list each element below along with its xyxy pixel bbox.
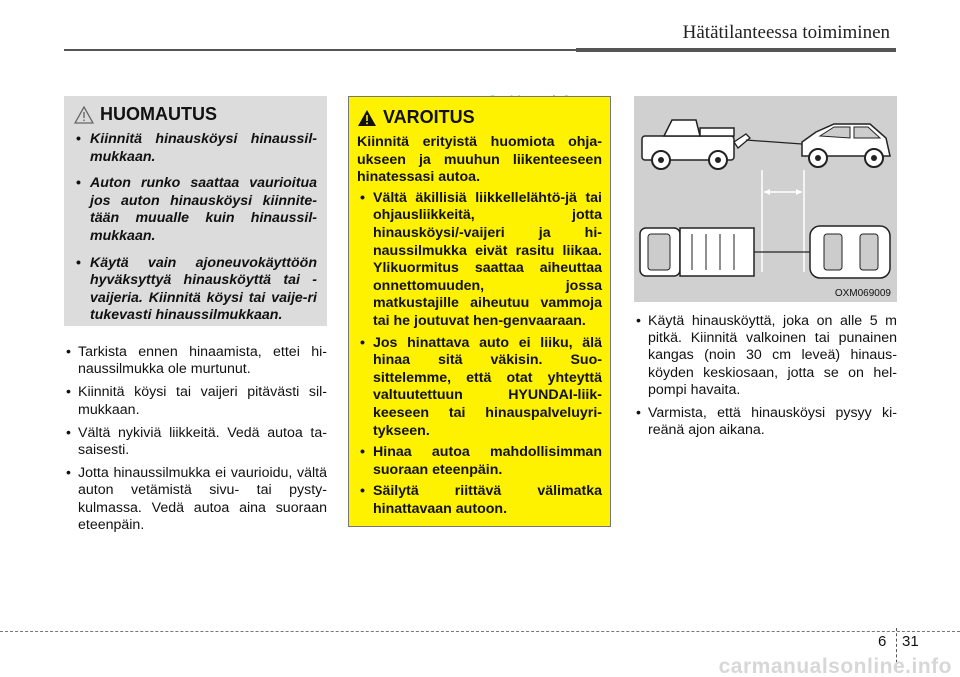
watermark-bottom[interactable]: carmanualsonline.info [718, 655, 952, 677]
towing-diagram [634, 96, 897, 302]
caution-item: • Käytä vain ajoneuvokäyttöön hyväksyttyä hinausköyttä tai -vaijeria. Kiinnitä köysi tai vaije-ri tukevasti hinaussilmukkaan. [74, 255, 317, 325]
figure-code: OXM069009 [834, 288, 891, 299]
caution-box [64, 96, 327, 326]
suv-top-icon [810, 226, 890, 278]
list-item: • Kiinnitä köysi tai vaijeri pitävästi sil-mukkaan. [64, 384, 327, 418]
caution-heading [74, 104, 317, 125]
warning-item: • Säilytä riittävä välimatka hinattavaan autoon. [357, 483, 602, 518]
caution-title: HUOMAUTUS [100, 104, 217, 124]
tow-truck-top-icon [640, 228, 754, 276]
caution-item: • Auton runko saattaa vaurioitua jos auton hinausköysi kiinnite-tään muualle kuin hinaussil-mukkaan. [74, 175, 317, 245]
caution-list [74, 131, 317, 325]
list-item: • Varmista, että hinausköysi pysyy ki-reänä ajon aikana. [634, 405, 897, 439]
list-item: • Käytä hinausköyttä, joka on alle 5 m pitkä. Kiinnitä valkoinen tai punainen kangas (noin 30 cm leveä) hinaus-köyden keskiosaan, jotta se on hel-pompi havaita. [634, 313, 897, 399]
tow-truck-side-icon [642, 120, 750, 169]
footer-dashed-rule [0, 631, 960, 632]
warning-list [357, 190, 602, 519]
page-header-title: Hätätilanteessa toimiminen [682, 22, 890, 43]
warning-heading [357, 107, 602, 128]
warning-item: • Jos hinattava auto ei liiku, älä hinaa sitä väkisin. Suo-sittelemme, että otat yhteyttä valtuutettuun HYUNDAI-liik-keeseen tai hinauspalveluyri-tykseen. [357, 335, 602, 441]
page-number: 31 [902, 633, 919, 650]
towing-illustration [634, 96, 897, 302]
warning-triangle-icon [74, 106, 94, 124]
left-bullet-list [64, 344, 327, 540]
list-item: • Jotta hinaussilmukka ei vaurioidu, vältä auton vetämistä sivu- tai pysty-kulmassa. Vedä autoa aina suoraan eteenpäin. [64, 465, 327, 534]
list-item: • Vältä nykiviä liikkeitä. Vedä autoa ta-saisesti. [64, 425, 327, 459]
right-bullet-list [634, 313, 897, 445]
suv-side-icon [802, 124, 890, 167]
warning-intro: Kiinnitä erityistä huomiota ohja-ukseen ja muuhun liikenteeseen hinatessasi autoa. [357, 134, 602, 186]
chapter-number: 6 [878, 633, 887, 650]
header-rule [64, 49, 896, 51]
warning-item: • Hinaa autoa mahdollisimman suoraan eteenpäin. [357, 444, 602, 479]
warning-item: • Vältä äkillisiä liikkellelähtö-jä tai ohjausliikkeitä, jotta hinausköysi/-vaijeri ja hi-naussilmukka eivät rasitu liikaa. Ylikuormitus saattaa aiheuttaa onnettomuuden, jossa matkustajille aiheutuu vammoja tai he joutuvat hen-genvaaraan. [357, 190, 602, 331]
list-item: • Tarkista ennen hinaamista, ettei hi-naussilmukka ole murtunut. [64, 344, 327, 378]
warning-box [348, 96, 611, 527]
warning-triangle-icon [357, 109, 377, 127]
caution-item: • Kiinnitä hinausköysi hinaussil-mukkaan. [74, 131, 317, 166]
warning-title: VAROITUS [383, 107, 475, 127]
